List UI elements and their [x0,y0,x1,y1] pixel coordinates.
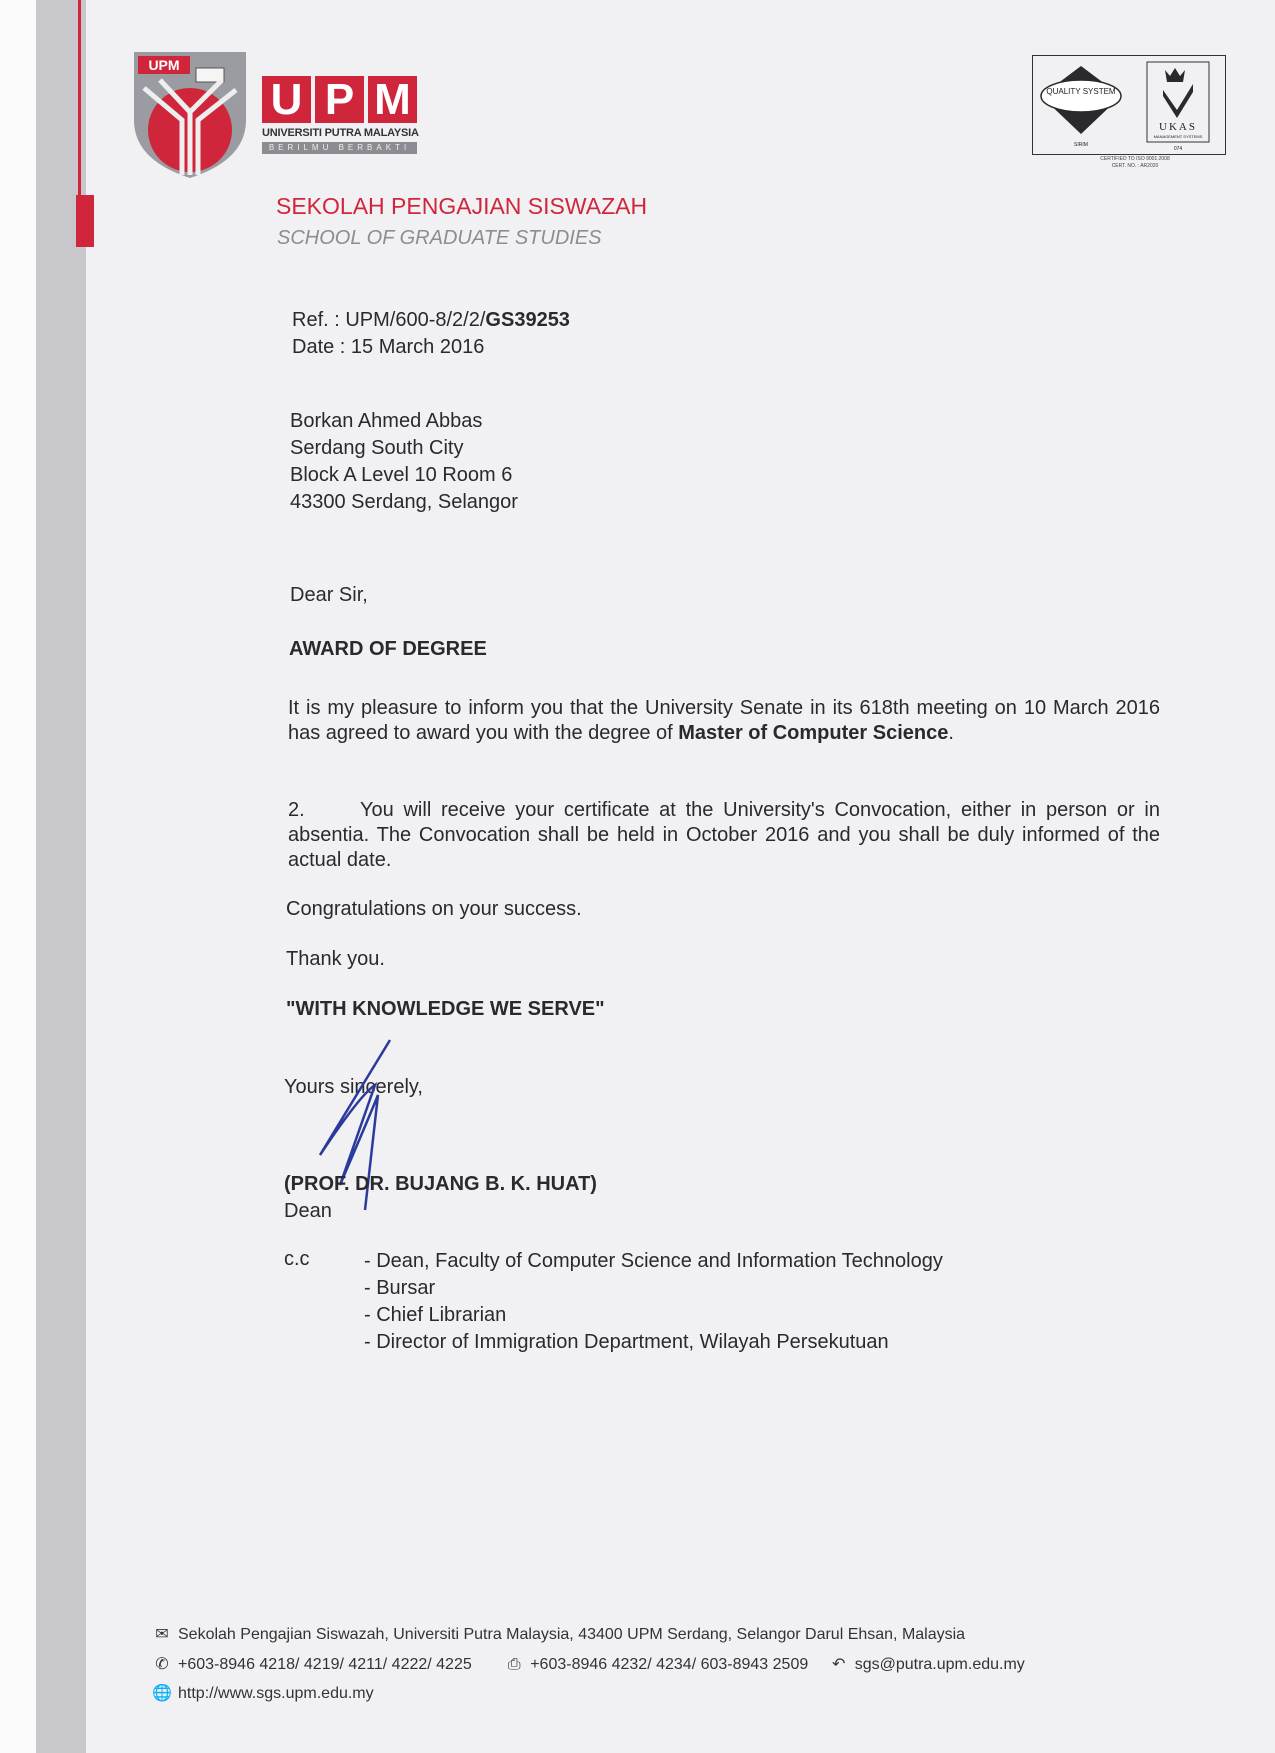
certification-box [1032,55,1226,155]
closing-line: Yours sincerely, [284,1076,423,1098]
footer-website-link[interactable]: http://www.sgs.upm.edu.my [178,1685,374,1702]
crown-icon [1165,68,1185,82]
paragraph-2 [288,798,1160,873]
wordmark-letter: P [315,76,364,123]
paragraph-2-text: You will receive your certificate at the University's Convocation, either in person or in absentia. The Convocation shall be held in October 2016 and you shall be duly informed of the actual date. [288,799,1160,871]
footer-fax: +603-8946 4232/ 4234/ 603-8943 2509 [530,1656,809,1673]
sirim-label: SIRIM [1074,142,1088,148]
footer-email[interactable]: sgs@putra.upm.edu.my [854,1656,1025,1673]
signer-name: (PROF. DR. BUJANG B. K. HUAT) [284,1173,597,1195]
thanks-line: Thank you. [286,948,385,970]
reference-code: GS39253 [485,309,570,331]
envelope-icon: ✉ [155,1626,169,1643]
reference-block [292,307,570,361]
paragraph-1 [288,696,1160,746]
iso-note [1040,156,1230,170]
salutation: Dear Sir, [290,584,368,606]
footer-website [152,1683,374,1703]
check-icon [1163,84,1193,118]
address-line: Block A Level 10 Room 6 [290,464,513,486]
footer-contacts [152,1654,1025,1674]
reference-prefix: Ref. : UPM/600-8/2/2/ [292,309,486,331]
footer-phone: +603-8946 4218/ 4219/ 4211/ 4222/ 4225 [178,1656,472,1673]
ukas-label: UKAS [1159,121,1197,133]
address-line: 43300 Serdang, Selangor [290,491,518,513]
crest-label: UPM [148,57,180,73]
ukas-number: 074 [1173,146,1183,152]
school-name-malay: SEKOLAH PENGAJIAN SISWAZAH [276,193,648,219]
page-edge [0,0,36,1753]
letter-date: Date : 15 March 2016 [292,336,485,358]
upm-crest-logo [130,50,250,180]
degree-name: Master of Computer Science [678,722,949,744]
university-motto: BERILMU BERBAKTI [262,142,417,154]
cc-list [364,1248,943,1356]
paragraph-2-number: 2. [288,799,305,821]
recipient-address [290,408,518,516]
cc-label: c.c [284,1248,310,1270]
cc-item: - Dean, Faculty of Computer Science and Information Technology [364,1250,943,1272]
congratulations-line: Congratulations on your success. [286,898,582,920]
quality-system-label: QUALITY SYSTEM [1046,87,1116,96]
university-name: UNIVERSITI PUTRA MALAYSIA [262,127,419,139]
letterhead-red-block [76,195,94,247]
upm-wordmark [262,76,421,154]
address-line: Serdang South City [290,437,464,459]
mouse-icon: ↶ [831,1656,846,1673]
paragraph-1-end: . [948,722,954,744]
wordmark-letter: U [262,76,311,123]
address-line: Borkan Ahmed Abbas [290,410,483,432]
globe-icon: 🌐 [152,1685,172,1702]
wordmark-letter: M [368,76,417,123]
iso-certified-text: CERTIFIED TO ISO 9001:2008 [1100,156,1170,162]
paragraph-1-text: It is my pleasure to inform you that the University Senate in its 618th meeting on 10 March 2016 has agreed to award you with the degree of [288,697,1160,744]
wordmark-letters [262,76,421,123]
signer-title: Dean [284,1200,332,1222]
cc-item: - Chief Librarian [364,1304,507,1326]
letter-subject: AWARD OF DEGREE [289,638,487,660]
quality-ukas-badges [1033,56,1225,154]
letterhead-side-strip [36,0,86,1753]
footer-address [152,1624,965,1644]
school-name-english: SCHOOL OF GRADUATE STUDIES [277,227,602,249]
reference-number [292,307,570,334]
footer-address-text: Sekolah Pengajian Siswazah, Universiti Putra Malaysia, 43400 UPM Serdang, Selangor Darul Ehsan, Malaysia [178,1626,966,1643]
university-slogan: "WITH KNOWLEDGE WE SERVE" [286,998,605,1020]
ukas-sub-label: MANAGEMENT SYSTEMS [1153,134,1203,139]
fax-icon: ⎙ [507,1656,521,1673]
phone-icon: ✆ [155,1656,169,1673]
cert-number: CERT. NO. : AR2020 [1111,163,1159,169]
cc-item: - Bursar [364,1277,436,1299]
cc-item: - Director of Immigration Department, Wilayah Persekutuan [364,1331,889,1353]
